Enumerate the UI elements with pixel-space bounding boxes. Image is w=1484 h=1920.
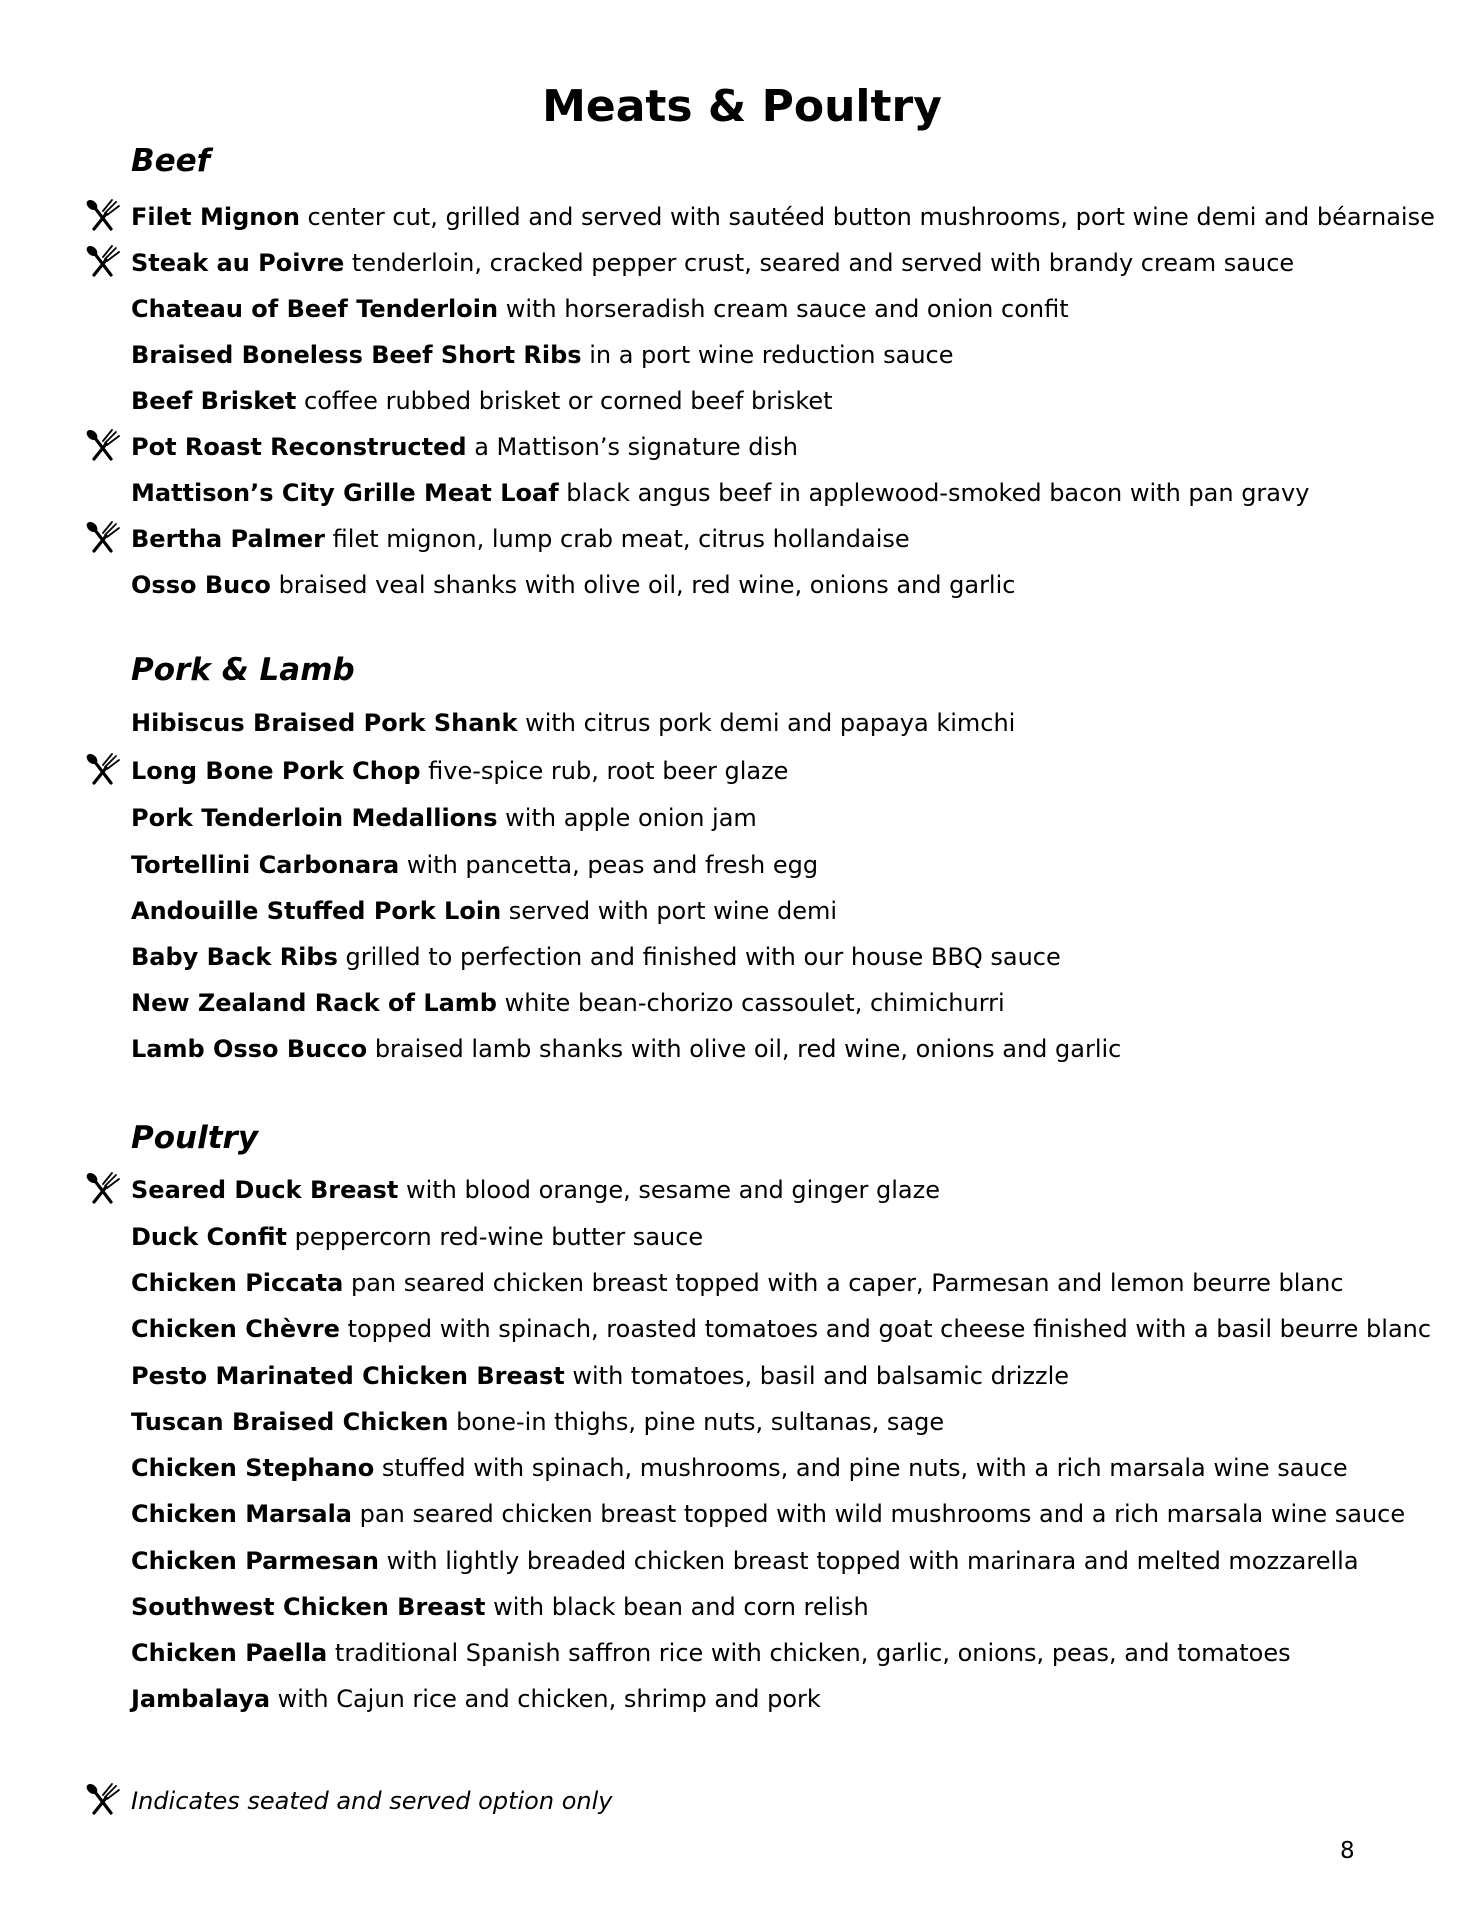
menu-item-name: Chicken Paella	[131, 1639, 328, 1667]
menu-item-description: with apple onion jam	[505, 804, 757, 832]
menu-item-description: traditional Spanish saffron rice with chicken, garlic, onions, peas, and tomatoes	[334, 1639, 1291, 1667]
menu-item-description: filet mignon, lump crab meat, citrus hollandaise	[332, 525, 910, 553]
menu-item-name: Chicken Piccata	[131, 1269, 344, 1297]
menu-item-name: Long Bone Pork Chop	[131, 757, 421, 785]
menu-item-name: Southwest Chicken Breast	[131, 1593, 486, 1621]
menu-item	[131, 524, 910, 554]
menu-item-description: in a port wine reduction sauce	[589, 341, 954, 369]
menu-item-description: topped with spinach, roasted tomatoes and goat cheese finished with a basil beurre blanc	[347, 1315, 1432, 1343]
menu-item-description: served with port wine demi	[508, 897, 838, 925]
menu-item-name: Chateau of Beef Tenderloin	[131, 295, 499, 323]
menu-item-description: a Mattison’s signature dish	[474, 433, 798, 461]
menu-item	[131, 803, 757, 833]
menu-item	[131, 1314, 1431, 1344]
menu-item	[131, 1684, 821, 1714]
menu-item-description: pan seared chicken breast topped with wild mushrooms and a rich marsala wine sauce	[359, 1500, 1406, 1528]
menu-item-description: with lightly breaded chicken breast topped with marinara and melted mozzarella	[386, 1547, 1359, 1575]
menu-item	[131, 478, 1309, 508]
menu-item-description: bone-in thighs, pine nuts, sultanas, sage	[456, 1408, 945, 1436]
menu-item-name: Pork Tenderloin Medallions	[131, 804, 498, 832]
menu-item-name: Steak au Poivre	[131, 249, 345, 277]
menu-item-description: tenderloin, cracked pepper crust, seared and served with brandy cream sauce	[351, 249, 1295, 277]
menu-item	[131, 708, 1015, 738]
menu-item-description: braised veal shanks with olive oil, red wine, onions and garlic	[278, 571, 1016, 599]
section-heading: Poultry	[131, 1120, 259, 1156]
menu-item	[131, 988, 1005, 1018]
menu-item-name: Chicken Parmesan	[131, 1547, 380, 1575]
page-number: 8	[1340, 1838, 1355, 1864]
page-title: Meats & Poultry	[542, 81, 942, 132]
menu-item-name: Chicken Marsala	[131, 1500, 353, 1528]
menu-item-name: Jambalaya	[131, 1685, 271, 1713]
menu-item-name: Seared Duck Breast	[131, 1176, 399, 1204]
menu-item-name: Andouille Stuffed Pork Loin	[131, 897, 502, 925]
menu-item-description: braised lamb shanks with olive oil, red wine, onions and garlic	[374, 1035, 1122, 1063]
menu-item	[131, 294, 1069, 324]
menu-item-description: with Cajun rice and chicken, shrimp and pork	[277, 1685, 821, 1713]
menu-item-name: Filet Mignon	[131, 203, 300, 231]
menu-item	[131, 340, 954, 370]
menu-item	[131, 1407, 944, 1437]
menu-item-name: Braised Boneless Beef Short Ribs	[131, 341, 582, 369]
menu-item-name: Pesto Marinated Chicken Breast	[131, 1362, 565, 1390]
fork-spoon-icon	[84, 198, 124, 232]
menu-item	[131, 570, 1015, 600]
menu-item	[131, 1638, 1291, 1668]
menu-item	[131, 202, 1435, 232]
fork-spoon-icon	[84, 520, 124, 554]
menu-item	[131, 1268, 1344, 1298]
menu-item	[131, 432, 798, 462]
menu-item	[131, 756, 788, 786]
menu-item	[131, 1034, 1121, 1064]
menu-item	[131, 248, 1294, 278]
menu-item-name: Chicken Stephano	[131, 1454, 375, 1482]
menu-item-description: coffee rubbed brisket or corned beef brisket	[304, 387, 833, 415]
menu-item-name: Pot Roast Reconstructed	[131, 433, 467, 461]
menu-item-name: New Zealand Rack of Lamb	[131, 989, 497, 1017]
menu-item	[131, 1592, 869, 1622]
menu-item	[131, 942, 1061, 972]
fork-spoon-icon	[84, 428, 124, 462]
menu-item-description: with pancetta, peas and fresh egg	[406, 851, 819, 879]
fork-spoon-icon	[84, 752, 124, 786]
menu-item	[131, 1453, 1348, 1483]
menu-item-description: grilled to perfection and finished with our house BBQ sauce	[345, 943, 1061, 971]
section-heading: Pork & Lamb	[131, 652, 355, 688]
fork-spoon-icon	[84, 1171, 124, 1205]
menu-item-name: Tuscan Braised Chicken	[131, 1408, 449, 1436]
menu-item	[131, 1222, 703, 1252]
menu-item	[131, 896, 837, 926]
menu-item	[131, 1499, 1405, 1529]
menu-item-name: Osso Buco	[131, 571, 271, 599]
menu-item-name: Hibiscus Braised Pork Shank	[131, 709, 518, 737]
menu-item-name: Bertha Palmer	[131, 525, 326, 553]
menu-item-description: white bean-chorizo cassoulet, chimichurri	[504, 989, 1005, 1017]
menu-item-description: black angus beef in applewood-smoked bacon with pan gravy	[566, 479, 1310, 507]
fork-spoon-icon	[84, 244, 124, 278]
menu-item-description: five-spice rub, root beer glaze	[428, 757, 789, 785]
menu-item	[131, 850, 818, 880]
menu-item-description: center cut, grilled and served with sautéed button mushrooms, port wine demi and béarnaise	[307, 203, 1435, 231]
menu-item-description: with citrus pork demi and papaya kimchi	[525, 709, 1016, 737]
menu-item	[131, 386, 833, 416]
menu-item-description: with horseradish cream sauce and onion confit	[505, 295, 1069, 323]
menu-item	[131, 1361, 1069, 1391]
menu-item-name: Lamb Osso Bucco	[131, 1035, 368, 1063]
menu-item-name: Mattison’s City Grille Meat Loaf	[131, 479, 559, 507]
menu-item-name: Chicken Chèvre	[131, 1315, 340, 1343]
menu-item-description: with blood orange, sesame and ginger glaze	[405, 1176, 940, 1204]
menu-item-name: Baby Back Ribs	[131, 943, 338, 971]
menu-item-description: stuffed with spinach, mushrooms, and pine nuts, with a rich marsala wine sauce	[381, 1454, 1348, 1482]
menu-item-description: pan seared chicken breast topped with a caper, Parmesan and lemon beurre blanc	[350, 1269, 1344, 1297]
fork-spoon-icon	[84, 1782, 124, 1816]
menu-item-name: Beef Brisket	[131, 387, 297, 415]
menu-item	[131, 1546, 1359, 1576]
section-heading: Beef	[131, 143, 211, 179]
menu-item-name: Tortellini Carbonara	[131, 851, 400, 879]
menu-item-description: with black bean and corn relish	[493, 1593, 869, 1621]
legend-text: Indicates seated and served option only	[131, 1787, 613, 1815]
menu-item-description: peppercorn red-wine butter sauce	[294, 1223, 704, 1251]
menu-item	[131, 1175, 940, 1205]
menu-item-name: Duck Confit	[131, 1223, 287, 1251]
menu-item-description: with tomatoes, basil and balsamic drizzle	[572, 1362, 1070, 1390]
